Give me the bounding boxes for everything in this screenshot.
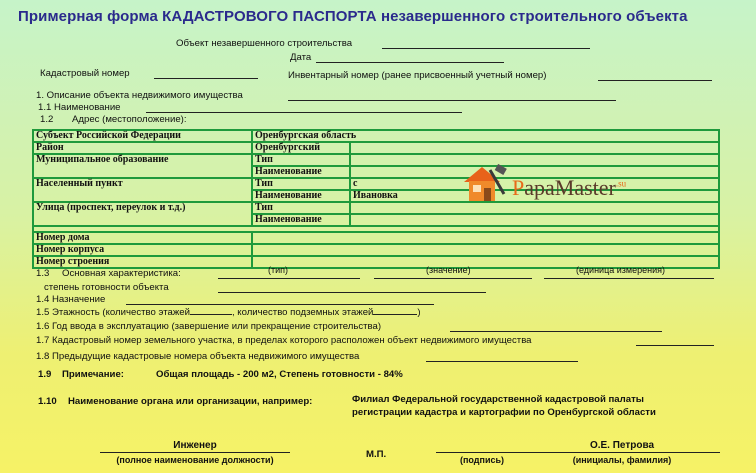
item-1-9-label: Примечание: [62,369,124,380]
subject-value: Оренбургская область [252,130,719,142]
item-1-1: 1.1 Наименование [38,102,121,113]
readiness-line [218,292,486,293]
settlement-label: Населенный пункт [33,178,252,202]
item-1-2-num: 1.2 [40,114,54,125]
municipal-label: Муниципальное образование [33,154,252,178]
logo-text [512,175,626,201]
item-1-9-num: 1.9 [38,369,52,380]
logo [460,164,510,209]
value-line [374,278,532,279]
item-1-6: 1.6 Год ввода в эксплуатацию (завершение или прекращение строительства) [36,321,382,332]
structure-label: Номер строения [33,256,252,268]
settlement-name-label: Наименование [252,190,350,202]
floors-line [190,314,232,315]
item-1-8-line [426,361,578,362]
cadastral-label: Кадастровый номер [40,68,130,79]
item-1-3-label: Основная характеристика: [62,268,181,279]
cadastral-line [154,78,258,79]
object-label: Объект незавершенного строительства [176,38,353,49]
item-1-7-line [636,345,714,346]
item-1-line [288,100,616,101]
inventory-line [598,80,712,81]
municipal-type-label: Тип [252,154,350,166]
name-value: О.Е. Петрова [589,440,655,451]
inventory-label: Инвентарный номер (ранее присвоенный учетный номер) [288,70,547,81]
item-1-8: 1.8 Предыдущие кадастровые номера объекта недвижимого имущества [36,351,360,362]
item-1-4-line [126,304,434,305]
name-line [524,452,720,453]
municipal-type-value [350,154,719,166]
street-name-label: Наименование [252,214,350,226]
page-title: Примерная форма КАДАСТРОВОГО ПАСПОРТА незавершенного строительного объекта [18,8,688,25]
municipal-name-label: Наименование [252,166,350,178]
readiness-label: степень готовности объекта [44,282,169,293]
street-name-value [350,214,719,226]
subject-label: Субъект Российской Федерации [33,130,252,142]
object-line [382,48,590,49]
type-caption: (тип) [268,265,289,275]
item-1-5 [36,307,421,318]
item-1-7: 1.7 Кадастровый номер земельного участка, в пределах которого расположен объект недвижимого имущества [36,335,532,346]
settlement-name-value: Ивановка [350,190,719,202]
item-1-6-line [450,331,662,332]
type-line [218,278,360,279]
district-empty [350,142,719,154]
item-1-10-label: Наименование органа или организации, например: [68,396,313,407]
stamp-label: М.П. [366,449,387,460]
date-line [316,62,504,63]
unit-caption: (единица измерения) [576,265,665,275]
building-label: Номер корпуса [33,244,252,256]
sign-line [436,452,528,453]
unit-line [544,278,714,279]
street-label: Улица (проспект, переулок и т.д.) [33,202,252,226]
house-logo-icon [460,164,510,204]
position-caption: (полное наименование должности) [116,455,274,465]
item-1-1-line [146,112,462,113]
item-1-5-b: , количество подземных этажей [231,307,374,318]
house-label: Номер дома [33,232,252,244]
item-1: 1. Описание объекта недвижимого имущества [36,90,243,101]
house-value [252,232,719,244]
building-value [252,244,719,256]
item-1-10-text1: Филиал Федеральной государственной кадастровой палаты [352,394,644,405]
street-type-value [350,202,719,214]
item-1-2-label: Адрес (местоположение): [72,114,187,125]
item-1-10-num: 1.10 [38,396,57,407]
item-1-5-c: ) [417,307,421,318]
settlement-type-value: с [350,178,719,190]
logo-suffix: .su [615,178,627,189]
settlement-type-label: Тип [252,178,350,190]
logo-rest: apaMaster [524,175,616,200]
district-value: Оренбургский [252,142,350,154]
sign-caption: (подпись) [459,455,505,465]
underground-line [373,314,417,315]
name-caption: (инициалы, фамилия) [572,455,672,465]
item-1-10-text2: регистрации кадастра и картографии по Оренбургской области [352,407,656,418]
position-line [100,452,290,453]
position-value: Инженер [173,440,217,451]
district-label: Район [33,142,252,154]
item-1-4: 1.4 Назначение [36,294,106,305]
item-1-3-num: 1.3 [36,268,50,279]
street-type-label: Тип [252,202,350,214]
logo-letter: P [512,175,525,200]
item-1-9-text: Общая площадь - 200 м2, Степень готовности - 84% [156,369,403,380]
value-caption: (значение) [426,265,471,275]
date-label: Дата [290,52,312,63]
item-1-5-a: 1.5 Этажность (количество этажей [36,307,190,318]
